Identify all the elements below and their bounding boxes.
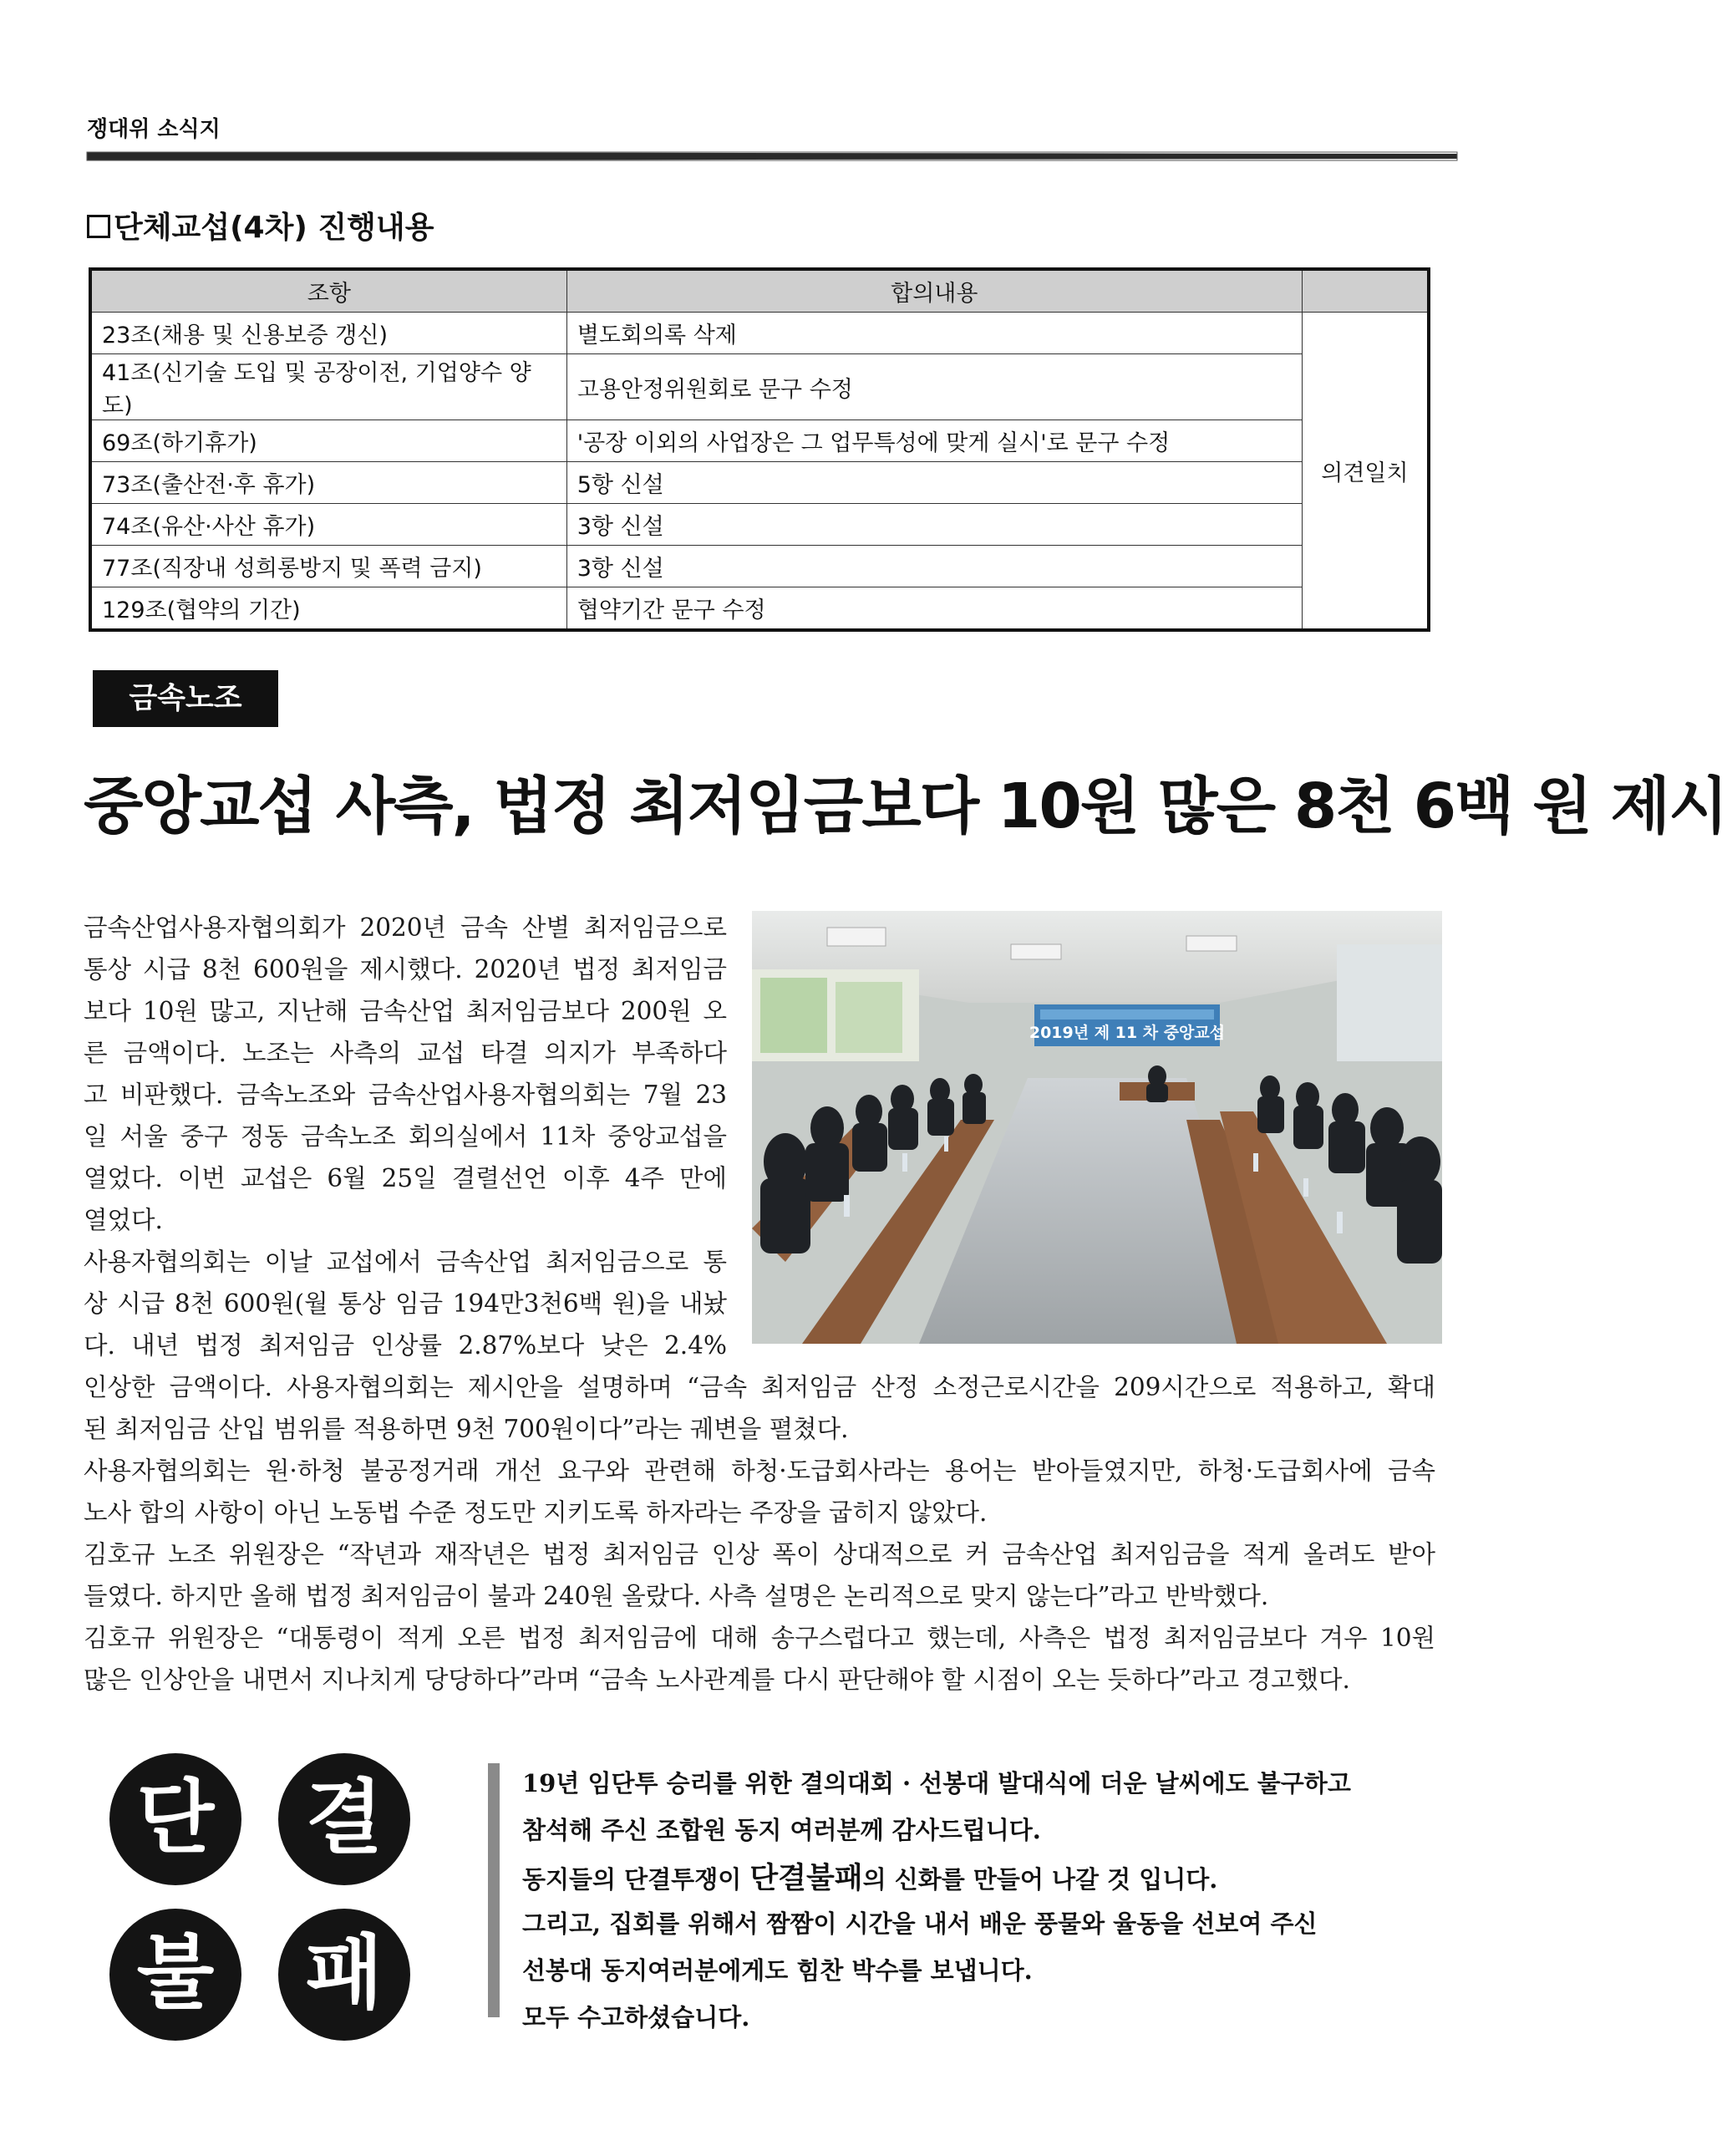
content-cell: '공장 이외의 사업장은 그 업무특성에 맞게 실시'로 문구 수정 [566, 420, 1302, 462]
table-row [90, 420, 1429, 462]
headline: 중앙교섭 사측, 법정 최저임금보다 10원 많은 8천 6백 원 제시 [84, 770, 1727, 842]
article-line: 인상한 금액이다. 사용자협의회는 제시안을 설명하며 “금속 최저임금 산정 소정근로시간을 209시간으로 적용하고, 확대 [84, 1373, 1435, 1401]
table-header-row [90, 269, 1429, 313]
article-line: 보다 10원 많고, 지난해 금속산업 최저임금보다 200원 오 [84, 997, 727, 1025]
message-line: 모두 수고하셨습니다. [522, 2003, 750, 2031]
content-cell: 협약기간 문구 수정 [566, 587, 1302, 631]
table-row [90, 462, 1429, 504]
newsletter-name: 쟁대위 소식지 [87, 117, 221, 142]
article-line: 노사 합의 사항이 아닌 노동법 수준 정도만 지키도록 하자라는 주장을 굽히지 않았다. [84, 1498, 988, 1527]
message-line: 19년 임단투 승리를 위한 결의대회 · 선봉대 발대식에 더운 날씨에도 불구하고 [522, 1769, 1351, 1798]
content-cell: 3항 신설 [566, 504, 1302, 546]
header-article: 조항 [90, 269, 566, 313]
article-line: 일 서울 중구 정동 금속노조 회의실에서 11차 중앙교섭을 [84, 1122, 727, 1151]
checkbox-square-icon [87, 215, 110, 238]
slogan-char-pae: 패 [278, 1909, 410, 2041]
article-line: 사용자협의회는 이날 교섭에서 금속산업 최저임금으로 통 [84, 1248, 727, 1276]
quote-bar [488, 1763, 500, 2017]
header-rule [87, 152, 1457, 160]
table-row [90, 504, 1429, 546]
article-cell: 73조(출산전·후 휴가) [90, 462, 566, 504]
article-line: 된 최저임금 산입 범위를 적용하면 9천 700원이다”라는 궤변을 펼쳤다. [84, 1415, 849, 1443]
article-line: 상 시급 8천 600원(월 통상 임금 194만3천6백 원)을 내놨 [84, 1289, 727, 1318]
article-line: 금속산업사용자협의회가 2020년 금속 산별 최저임금으로 [84, 913, 727, 942]
message-line: 선봉대 동지여러분에게도 힘찬 박수를 보냅니다. [522, 1956, 1033, 1985]
meeting-photo-illustration [752, 911, 1442, 1344]
content-cell: 5항 신설 [566, 462, 1302, 504]
slogan-char-bul: 불 [109, 1909, 241, 2041]
article-cell: 69조(하기휴가) [90, 420, 566, 462]
message-line: 동지들의 단결투쟁이 단결불패의 신화를 만들어 나갈 것 입니다. [522, 1861, 1218, 1895]
photo-banner-text: 2019년 제 11 차 중앙교섭 [1029, 1024, 1226, 1042]
article-line: 통상 시급 8천 600원을 제시했다. 2020년 법정 최저임금 [84, 955, 727, 984]
article-cell: 23조(채용 및 신용보증 갱신) [90, 313, 566, 354]
header-content: 합의내용 [566, 269, 1302, 313]
table-row [90, 354, 1429, 420]
status-cell: 의견일치 [1302, 313, 1429, 631]
meeting-photo [752, 911, 1442, 1344]
slogan-char-gyeol: 결 [278, 1753, 410, 1885]
article-cell: 41조(신기술 도입 및 공장이전, 기업양수 양도) [90, 354, 566, 420]
article-line: 른 금액이다. 노조는 사측의 교섭 타결 의지가 부족하다 [84, 1039, 727, 1067]
article-line: 많은 인상안을 내면서 지나치게 당당하다”라며 “금속 노사관계를 다시 판단해야 할 시점이 오는 듯하다”라고 경고했다. [84, 1665, 1350, 1694]
header-status [1302, 269, 1429, 313]
article-line: 김호규 위원장은 “대통령이 적게 오른 법정 최저임금에 대해 송구스럽다고 했는데, 사측은 법정 최저임금보다 겨우 10원 [84, 1624, 1435, 1652]
table-row [90, 546, 1429, 587]
category-tag: 금속노조 [93, 670, 278, 727]
article-line: 김호규 노조 위원장은 “작년과 재작년은 법정 최저임금 인상 폭이 상대적으로 커 금속산업 최저임금을 적게 올려도 받아 [84, 1540, 1435, 1569]
article-line: 고 비판했다. 금속노조와 금속산업사용자협의회는 7월 23 [84, 1081, 727, 1109]
agreement-table [89, 267, 1430, 632]
article-cell: 77조(직장내 성희롱방지 및 폭력 금지) [90, 546, 566, 587]
message-line: 그리고, 집회를 위해서 짬짬이 시간을 내서 배운 풍물와 율동을 선보여 주신 [522, 1909, 1318, 1938]
article-cell: 129조(협약의 기간) [90, 587, 566, 631]
content-cell: 고용안정위원회로 문구 수정 [566, 354, 1302, 420]
slogan-char-dan: 단 [109, 1753, 241, 1885]
article-line: 열었다. [84, 1206, 163, 1234]
article-line: 다. 내년 법정 최저임금 인상률 2.87%보다 낮은 2.4% [84, 1331, 727, 1360]
article-line: 열었다. 이번 교섭은 6월 25일 결렬선언 이후 4주 만에 [84, 1164, 727, 1192]
section-title: 단체교섭(4차) 진행내용 [87, 204, 434, 247]
message-line: 참석해 주신 조합원 동지 여러분께 감사드립니다. [522, 1816, 1041, 1844]
table-row [90, 313, 1429, 354]
article-cell: 74조(유산·사산 휴가) [90, 504, 566, 546]
table-row [90, 587, 1429, 631]
article-line: 사용자협의회는 원·하청 불공정거래 개선 요구와 관련해 하청·도급회사라는 용어는 받아들였지만, 하청·도급회사에 금속 [84, 1457, 1435, 1485]
content-cell: 별도회의록 삭제 [566, 313, 1302, 354]
article-line: 들였다. 하지만 올해 법정 최저임금이 불과 240원 올랐다. 사측 설명은 논리적으로 맞지 않는다”라고 반박했다. [84, 1582, 1269, 1610]
content-cell: 3항 신설 [566, 546, 1302, 587]
message-emphasis: 단결불패 [749, 1861, 863, 1895]
